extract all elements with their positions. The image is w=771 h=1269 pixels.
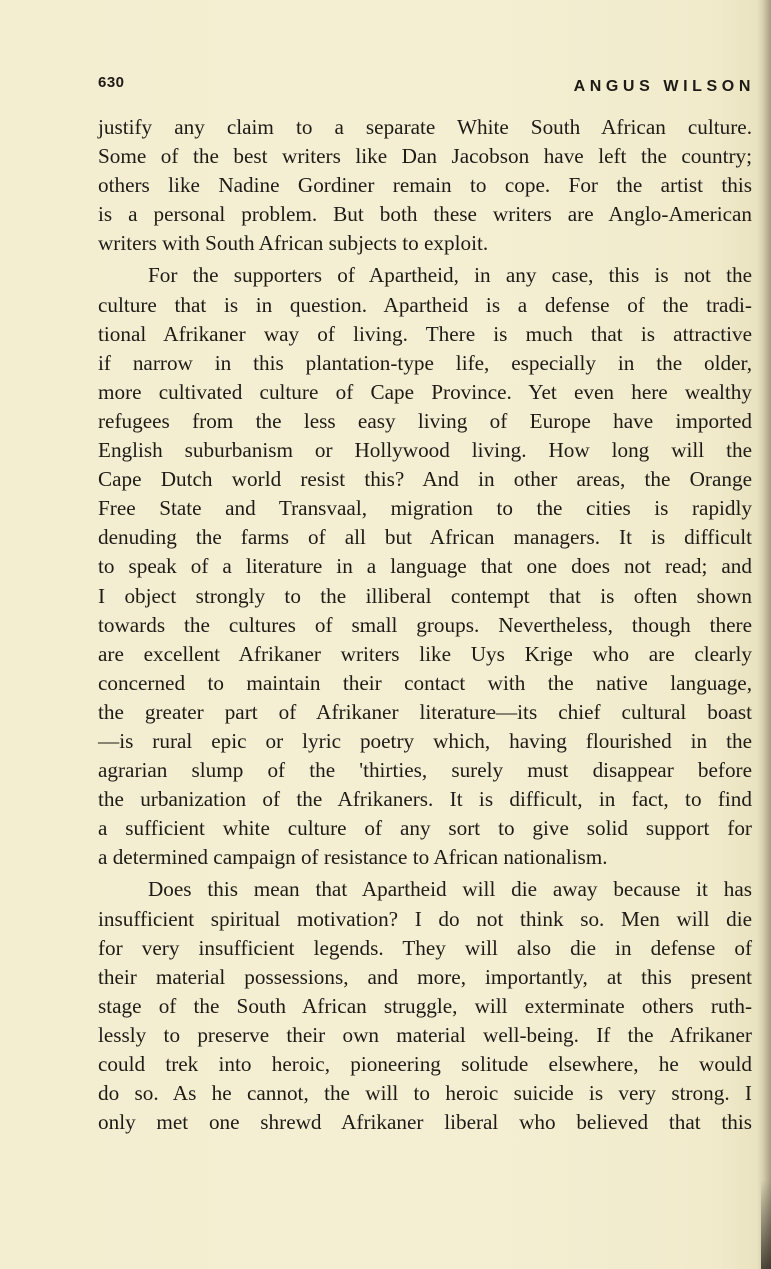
text-line: stage of the South African struggle, will exterminate others ruth- bbox=[98, 993, 752, 1018]
text-line: denuding the farms of all but African managers. It is difficult bbox=[98, 525, 752, 550]
text-line: I object strongly to the illiberal contempt that is often shown bbox=[98, 583, 752, 608]
page-number: 630 bbox=[98, 74, 125, 91]
text-line: towards the cultures of small groups. Nevertheless, though there bbox=[98, 612, 752, 637]
text-line: a sufficient white culture of any sort to give solid support for bbox=[98, 816, 752, 841]
body-text bbox=[98, 113, 752, 1137]
text-line: justify any claim to a separate White South African culture. bbox=[98, 115, 752, 139]
text-line: a determined campaign of resistance to African nationalism. bbox=[98, 845, 608, 870]
text-line: agrarian slump of the 'thirties, surely must disappear before bbox=[98, 758, 752, 783]
text-line: insufficient spiritual motivation? I do not think so. Men will die bbox=[98, 906, 752, 931]
text-line: do so. As he cannot, the will to heroic suicide is very strong. I bbox=[98, 1081, 752, 1106]
text-line: if narrow in this plantation-type life, especially in the older, bbox=[98, 350, 752, 375]
text-line: Some of the best writers like Dan Jacobson have left the country; bbox=[98, 144, 752, 169]
text-line: English suburbanism or Hollywood living. How long will the bbox=[98, 438, 752, 463]
text-line: the greater part of Afrikaner literature—its chief cultural boast bbox=[98, 699, 752, 724]
text-line: the urbanization of the Afrikaners. It is difficult, in fact, to find bbox=[98, 787, 752, 812]
running-head-author: ANGUS WILSON bbox=[573, 78, 755, 95]
text-line: Free State and Transvaal, migration to the cities is rapidly bbox=[98, 496, 752, 521]
text-line: For the supporters of Apartheid, in any case, this is not the bbox=[148, 263, 752, 288]
text-line: could trek into heroic, pioneering solitude elsewhere, he would bbox=[98, 1052, 752, 1076]
text-line: culture that is in question. Apartheid is a defense of the tradi- bbox=[98, 292, 752, 317]
text-line: refugees from the less easy living of Europe have imported bbox=[98, 408, 752, 433]
text-line: to speak of a literature in a language that one does not read; and bbox=[98, 554, 752, 579]
text-line: concerned to maintain their contact with the native language, bbox=[98, 670, 752, 695]
text-line: tional Afrikaner way of living. There is much that is attractive bbox=[98, 321, 752, 346]
text-line: for very insufficient legends. They will also die in defense of bbox=[98, 935, 752, 960]
text-line: Does this mean that Apartheid will die away because it has bbox=[148, 877, 752, 902]
text-line: Cape Dutch world resist this? And in other areas, the Orange bbox=[98, 467, 752, 492]
text-line: lessly to preserve their own material well-being. If the Afrikaner bbox=[98, 1022, 752, 1047]
page-edge-dark-corner bbox=[761, 1180, 771, 1269]
text-line: others like Nadine Gordiner remain to cope. For the artist this bbox=[98, 173, 752, 198]
text-line: writers with South African subjects to exploit. bbox=[98, 231, 489, 256]
text-line: only met one shrewd Afrikaner liberal who believed that this bbox=[98, 1110, 752, 1135]
text-line: is a personal problem. But both these writers are Anglo-American bbox=[98, 202, 752, 227]
text-line: —is rural epic or lyric poetry which, having flourished in the bbox=[98, 728, 752, 753]
text-line: their material possessions, and more, importantly, at this present bbox=[98, 964, 752, 989]
text-line: more cultivated culture of Cape Province. Yet even here wealthy bbox=[98, 379, 752, 404]
page-edge-shadow bbox=[757, 0, 771, 1269]
text-line: are excellent Afrikaner writers like Uys Krige who are clearly bbox=[98, 641, 752, 666]
